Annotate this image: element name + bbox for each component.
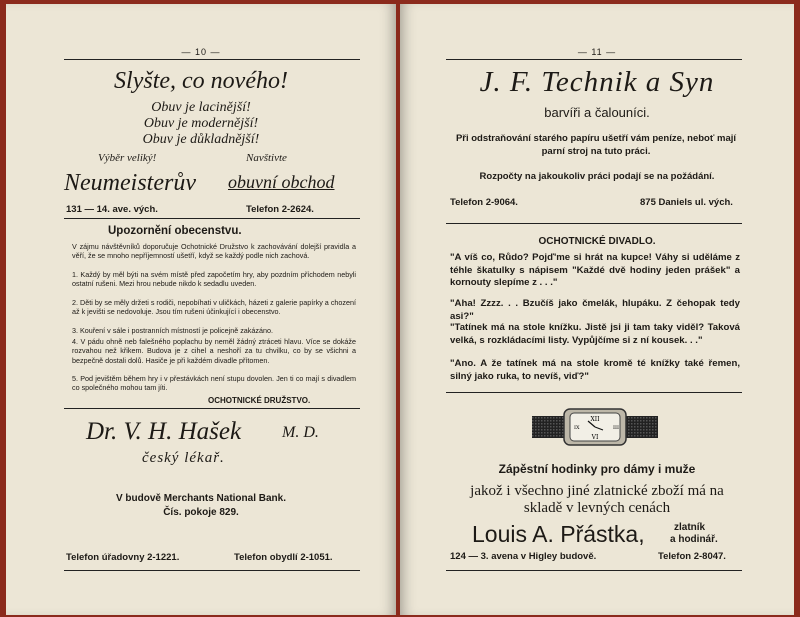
watch-line: skladě v levných cenách <box>523 500 671 516</box>
doctor-degree: M. D. <box>282 424 319 441</box>
jeweler-trade: a hodinář. <box>670 534 718 545</box>
jeweler-name: Louis A. Přástka, <box>472 521 645 547</box>
company-address: 875 Daniels ul. vých. <box>640 197 733 208</box>
svg-text:XII: XII <box>590 416 600 423</box>
ad-choice: Výběr veliký! <box>98 152 157 164</box>
doctor-rooms: Čís. pokoje 829. <box>163 507 239 518</box>
doctor-role: český lékař. <box>142 450 225 466</box>
divider <box>64 570 360 571</box>
ad-line: Obuv je modernější! <box>143 116 259 131</box>
notice-item: 1. Každý by měl býti na svém místě před započetím hry, aby pozdním příchodem nebyli ostatní rušeni. Mezi hrou nebude nikdo k sedadlu uveden. <box>72 270 356 289</box>
page-number: — 10 — <box>181 47 221 57</box>
watch-line: jakož i všechno jiné zlatnické zboží má na <box>470 483 724 499</box>
company-name: J. F. Technik a Syn <box>479 66 715 98</box>
shop-type: obuvní obchod <box>228 172 335 192</box>
doctor-phone-home: Telefon obydlí 2-1051. <box>234 552 333 563</box>
shop-name: Neumeisterův <box>64 170 196 196</box>
divider <box>446 223 742 224</box>
wristwatch-icon <box>532 408 658 446</box>
divider <box>446 59 742 60</box>
notice-item: 2. Děti by se měly držeti s rodiči, nepobíhati v uličkách, házeti z galerie papírky a chození až k jevišti se nedovoluje. Jsou tím rušeni účinkující i obecenstvo. <box>72 298 356 317</box>
divider <box>64 59 360 60</box>
jeweler-trade: zlatník <box>674 522 706 533</box>
page-number: — 11 — <box>577 47 617 57</box>
shop-phone: Telefon 2-2624. <box>246 204 314 215</box>
svg-text:III: III <box>613 425 619 431</box>
ad-line: Obuv je důkladnější! <box>142 132 260 147</box>
theatre-paragraph: "Tatínek má na stole knížku. Jistě jsi ji tam taky viděl? Taková velká, s rozkládacími listy. Vypůjčíme si z ní kousek. . ." <box>450 322 740 346</box>
divider <box>446 392 742 393</box>
notice-item: 3. Kouření v sále i postranních místností je policejně zakázáno. <box>72 326 273 335</box>
ad-line: Obuv je lacinější! <box>151 100 251 115</box>
divider <box>64 408 360 409</box>
theatre-paragraph: "Ano. A že tatínek má na stole kromě té knížky také řemen, silný jako ruka, to nevíš, viď?" <box>450 358 740 382</box>
jeweler-phone: Telefon 2-8047. <box>658 551 726 562</box>
company-trade: barvíři a čalouníci. <box>544 105 650 120</box>
divider <box>446 570 742 571</box>
notice-signature: OCHOTNICKÉ DRUŽSTVO. <box>208 396 311 405</box>
notice-item: 5. Pod jevištěm během hry i v přestávkách není stupu dovolen. Jen ti co mají s divadlem co společného mohou tam jíti. <box>72 374 356 393</box>
jeweler-address: 124 — 3. avena v Higley budově. <box>450 551 597 562</box>
doctor-name: Dr. V. H. Hašek <box>86 418 242 445</box>
left-page <box>6 4 396 615</box>
company-phone: Telefon 2-9064. <box>450 197 518 208</box>
ad-visit: Navštivte <box>246 152 287 164</box>
doctor-building: V budově Merchants National Bank. <box>115 493 287 504</box>
shop-address: 131 — 14. ave. vých. <box>66 204 158 215</box>
theatre-paragraph: "Aha! Zzzz. . . Bzučíš jako čmelák, hlupáku. Z čehopak tedy asi?" <box>450 298 740 322</box>
ad-headline: Slyšte, co nového! <box>114 68 288 94</box>
watch-headline: Zápěstní hodinky pro dámy i muže <box>498 462 696 476</box>
company-text: Při odstraňování starého papíru ušetří vám peníze, neboť mají parní stroj na tuto práci. <box>455 133 737 157</box>
divider <box>64 218 360 219</box>
company-estimates: Rozpočty na jakoukoliv práci podají se na požádání. <box>479 171 715 182</box>
svg-text:IX: IX <box>574 425 580 431</box>
notice-intro: V zájmu návštěvníků doporučuje Ochotnické Družstvo k zachovávání dolejší pravidla a věří, že se mnoho nepříjemností ušetří, když se každý podle nich zachová. <box>72 242 356 261</box>
theatre-title: OCHOTNICKÉ DIVADLO. <box>538 236 656 247</box>
theatre-paragraph: "A víš co, Růdo? Pojď'me si hrát na kupce! Váhy si uděláme z téhle škatulky s nápisem "Každé dvě hodiny jeden prášek" a kornouty slepíme z . . ." <box>450 252 740 289</box>
notice-title: Upozornění obecenstvu. <box>108 225 242 237</box>
right-page <box>400 4 794 615</box>
doctor-phone-office: Telefon úřadovny 2-1221. <box>66 552 180 563</box>
svg-text:VI: VI <box>591 434 599 441</box>
notice-item: 4. V pádu ohně neb falešného poplachu by neměl žádný ztráceti hlavu. Více se dokáže rozvahou než křikem. Budova je z cihel a neshoří za tu chvilku, co by se všichni a bezpečně dostali dolů. Hasiče je při každém divadle přítomen. <box>72 337 356 365</box>
